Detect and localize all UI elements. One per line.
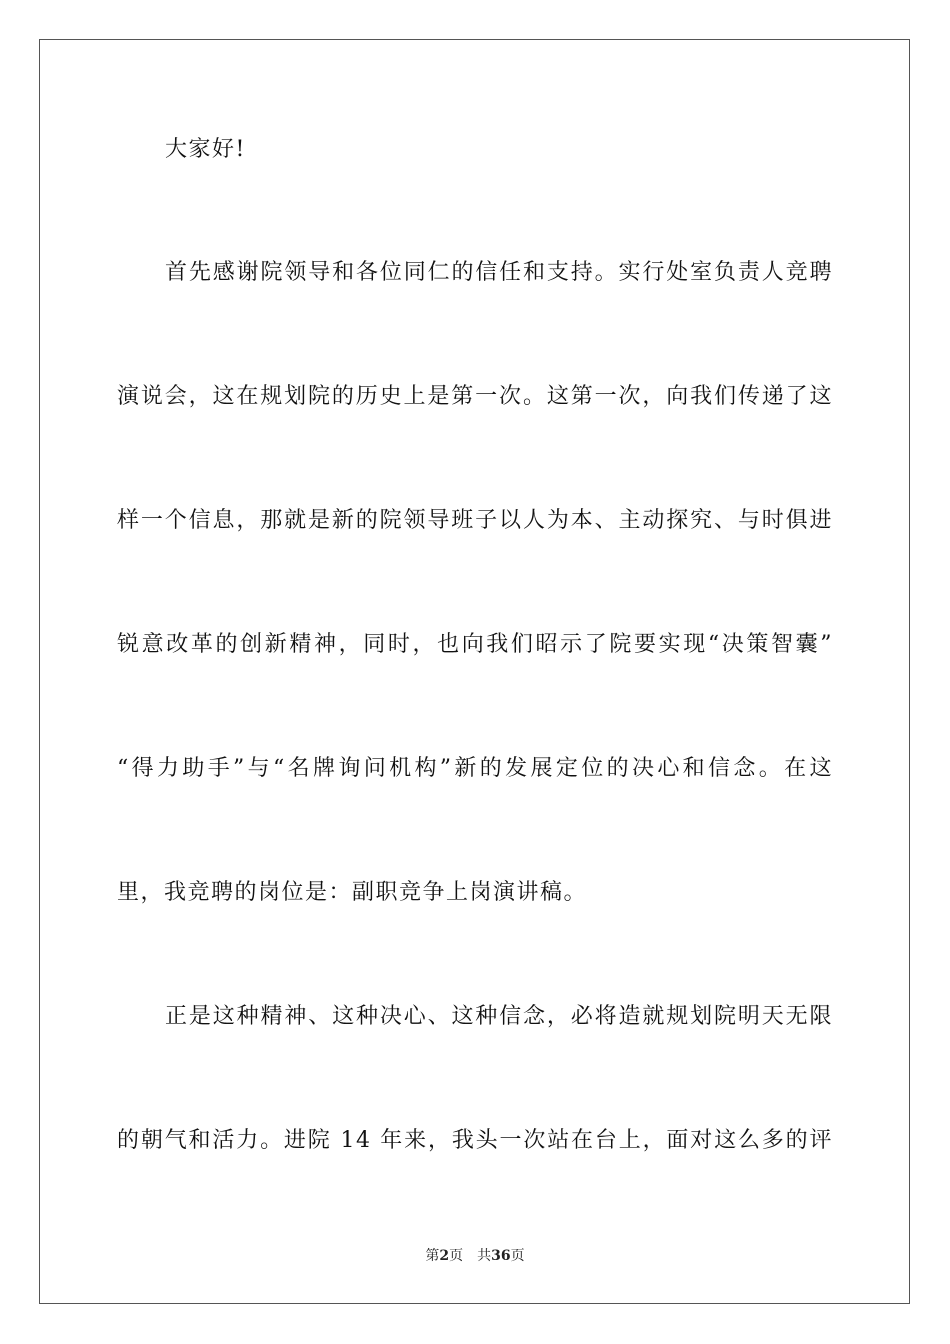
footer-current-page: 2	[439, 1248, 450, 1264]
page-footer	[0, 1247, 950, 1265]
footer-page-suffix: 页	[449, 1248, 464, 1264]
paragraph-greeting: 大家好!	[165, 137, 246, 162]
paragraph-1-line-6: 里，我竞聘的岗位是：副职竞争上岗演讲稿。	[117, 880, 588, 905]
paragraph-1-line-4: 锐意改革的创新精神，同时，也向我们昭示了院要实现“决策智囊”	[117, 632, 833, 657]
paragraph-1-line-3: 样一个信息，那就是新的院领导班子以人为本、主动探究、与时俱进	[117, 508, 833, 533]
footer-total-prefix: 共	[477, 1248, 492, 1264]
footer-page-prefix: 第	[425, 1248, 440, 1264]
page-frame	[39, 39, 910, 1304]
footer-total-suffix: 页	[510, 1248, 525, 1264]
paragraph-1-line-5: “得力助手”与“名牌询问机构”新的发展定位的决心和信念。在这	[117, 756, 833, 781]
paragraph-2-line-2: 的朝气和活力。进院 14 年来，我头一次站在台上，面对这么多的评	[117, 1128, 833, 1153]
paragraph-1-line-1: 首先感谢院领导和各位同仁的信任和支持。实行处室负责人竞聘	[165, 260, 833, 285]
footer-total-pages: 36	[491, 1248, 511, 1264]
paragraph-1-line-2: 演说会，这在规划院的历史上是第一次。这第一次，向我们传递了这	[117, 384, 833, 409]
paragraph-2-line-1: 正是这种精神、这种决心、这种信念，必将造就规划院明天无限	[165, 1004, 833, 1029]
